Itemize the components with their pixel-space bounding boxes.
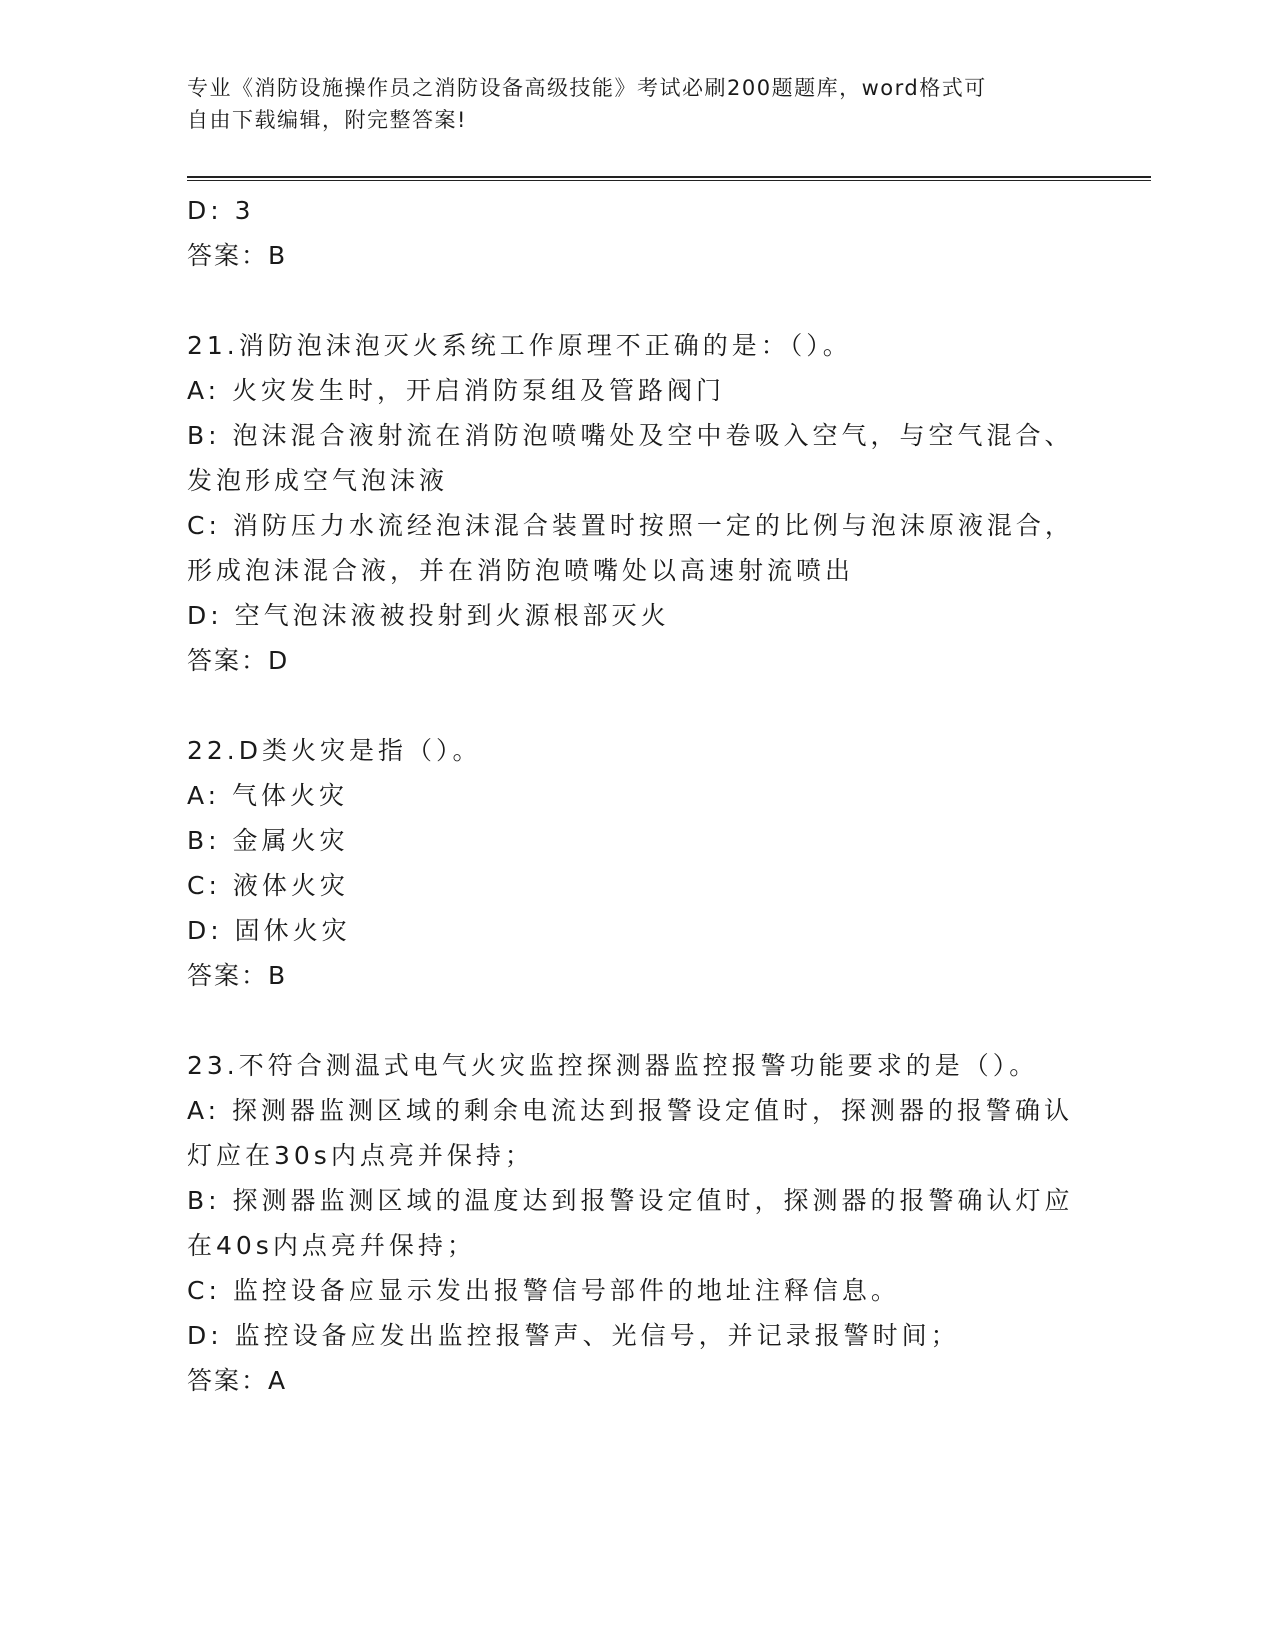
header-divider	[187, 176, 1151, 181]
option-b-line-2: 在40s内点亮幷保持；	[187, 1231, 476, 1260]
question-23	[187, 1043, 1087, 1403]
option-a-line-1: A: 探测器监测区域的剩余电流达到报警设定值时，探测器的报警确认	[187, 1096, 1074, 1125]
option-d: D: 3	[187, 196, 255, 225]
page-header	[187, 72, 1087, 136]
answer: 答案：A	[187, 1366, 288, 1395]
question-text: 22.D类火灾是指（）。	[187, 736, 482, 765]
option-b-line-2: 发泡形成空气泡沫液	[187, 466, 449, 495]
option-b-line-1: B: 泡沫混合液射流在消防泡喷嘴处及空中卷吸入空气，与空气混合、	[187, 421, 1074, 450]
header-line-2: 自由下载编辑，附完整答案!	[187, 108, 467, 132]
answer: 答案：B	[187, 241, 288, 270]
option-c-line-1: C: 消防压力水流经泡沫混合装置时按照一定的比例与泡沫原液混合，	[187, 511, 1074, 540]
option-a-line-2: 灯应在30s内点亮并保持；	[187, 1141, 534, 1170]
question-21	[187, 323, 1087, 683]
question-22	[187, 728, 1087, 998]
answer: 答案：D	[187, 646, 290, 675]
spacer	[187, 683, 1087, 728]
option-c: C: 监控设备应显示发出报警信号部件的地址注释信息。	[187, 1276, 900, 1305]
option-d: D: 监控设备应发出监控报警声、光信号，并记录报警时间；	[187, 1321, 960, 1350]
spacer	[187, 278, 1087, 323]
option-a: A: 火灾发生时，开启消防泵组及管路阀门	[187, 376, 726, 405]
answer: 答案：B	[187, 961, 288, 990]
option-b: B: 金属火灾	[187, 826, 349, 855]
header-line-1: 专业《消防设施操作员之消防设备高级技能》考试必刷200题题库，word格式可	[187, 76, 987, 100]
document-body	[187, 188, 1087, 1403]
spacer	[187, 998, 1087, 1043]
option-a: A: 气体火灾	[187, 781, 349, 810]
option-c: C: 液体火灾	[187, 871, 349, 900]
option-c-line-2: 形成泡沫混合液，并在消防泡喷嘴处以高速射流喷出	[187, 556, 855, 585]
question-text: 23.不符合测温式电气火灾监控探测器监控报警功能要求的是（）。	[187, 1051, 1039, 1080]
previous-question-tail	[187, 188, 1087, 278]
option-d: D: 固休火灾	[187, 916, 351, 945]
option-b-line-1: B: 探测器监测区域的温度达到报警设定值时，探测器的报警确认灯应	[187, 1186, 1074, 1215]
option-d: D: 空气泡沫液被投射到火源根部灭火	[187, 601, 670, 630]
question-text: 21.消防泡沫泡灭火系统工作原理不正确的是：（）。	[187, 331, 852, 360]
